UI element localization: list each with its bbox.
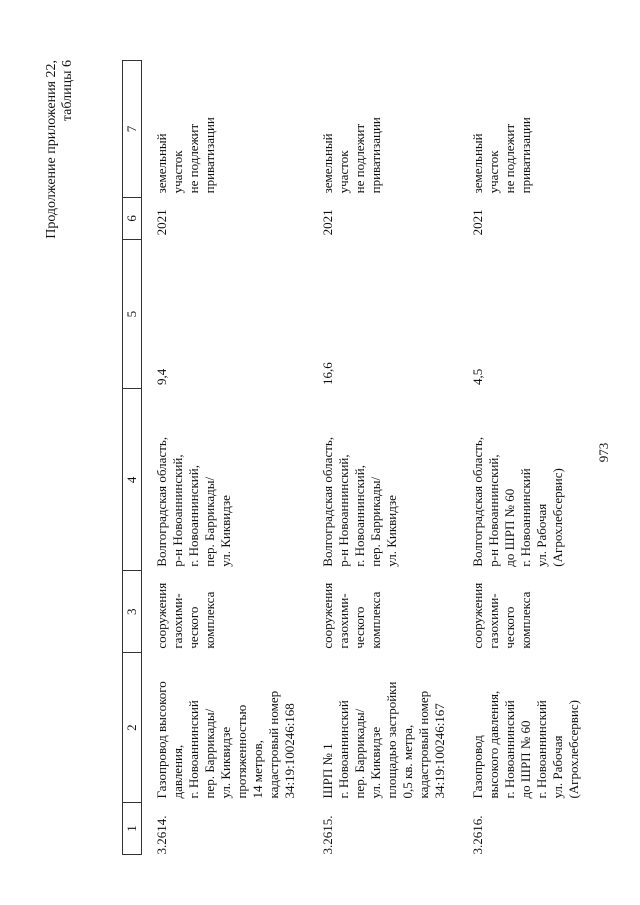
property-table: [122, 60, 592, 855]
object-location: Волгоградская область, р-н Новоаннинский, до ШРП № 60 г. Новоаннинский ул. Рабочая (Агрохлебсервис): [470, 436, 565, 567]
object-name: Газопровод высокого давления, г. Новоаннинский до ШРП № 60 г. Новоаннинский ул. Рабочая (Агрохлебсервис): [470, 690, 581, 799]
column-5-value: 4,5: [470, 368, 485, 385]
column-header: 3: [123, 571, 142, 653]
continuation-title: Продолжение приложения 22, таблицы 6: [44, 60, 75, 239]
row-number: 3.2615.: [320, 815, 335, 855]
year-value: 2021: [320, 209, 335, 236]
column-number-header-row: [123, 61, 142, 855]
table-row: [458, 61, 592, 855]
row-number: 3.2616.: [470, 815, 485, 855]
object-name: ШРП № 1 г. Новоаннинский пер. Баррикады/ ул. Киквидзе площадью застройки 0,5 кв. метра, кадастровый номер 34:19:100246:167: [320, 681, 447, 799]
page-number: 973: [596, 442, 611, 463]
column-header: 5: [123, 239, 142, 389]
object-category: сооружения газохими- ческого комплекса: [154, 582, 217, 649]
column-header: 1: [123, 803, 142, 855]
column-header: 2: [123, 653, 142, 803]
object-location: Волгоградская область, р-н Новоаннинский, г. Новоаннинский, пер. Баррикады/ ул. Киквидзе: [154, 436, 233, 567]
table-row: [308, 61, 458, 855]
column-header: 4: [123, 389, 142, 571]
column-header: 7: [123, 61, 142, 198]
object-location: Волгоградская область, р-н Новоаннинский, г. Новоаннинский, пер. Баррикады/ ул. Киквидзе: [320, 436, 399, 567]
note-text: земельный участок не подлежит приватизации: [320, 117, 383, 194]
column-5-value: 16,6: [320, 362, 335, 385]
row-number: 3.2614.: [154, 815, 169, 855]
note-text: земельный участок не подлежит приватизации: [154, 117, 217, 194]
object-name: Газопровод высокого давления, г. Новоаннинский пер. Баррикады/ ул. Киквидзе протяженностью 14 метров, кадастровый номер 34:19:100246:168: [154, 681, 297, 799]
column-header: 6: [123, 197, 142, 239]
note-text: земельный участок не подлежит приватизации: [470, 117, 533, 194]
object-category: сооружения газохими- ческого комплекса: [320, 582, 383, 649]
year-value: 2021: [154, 209, 169, 236]
column-5-value: 9,4: [154, 368, 169, 385]
object-category: сооружения газохими- ческого комплекса: [470, 582, 533, 649]
table-row: [142, 61, 309, 855]
year-value: 2021: [470, 209, 485, 236]
